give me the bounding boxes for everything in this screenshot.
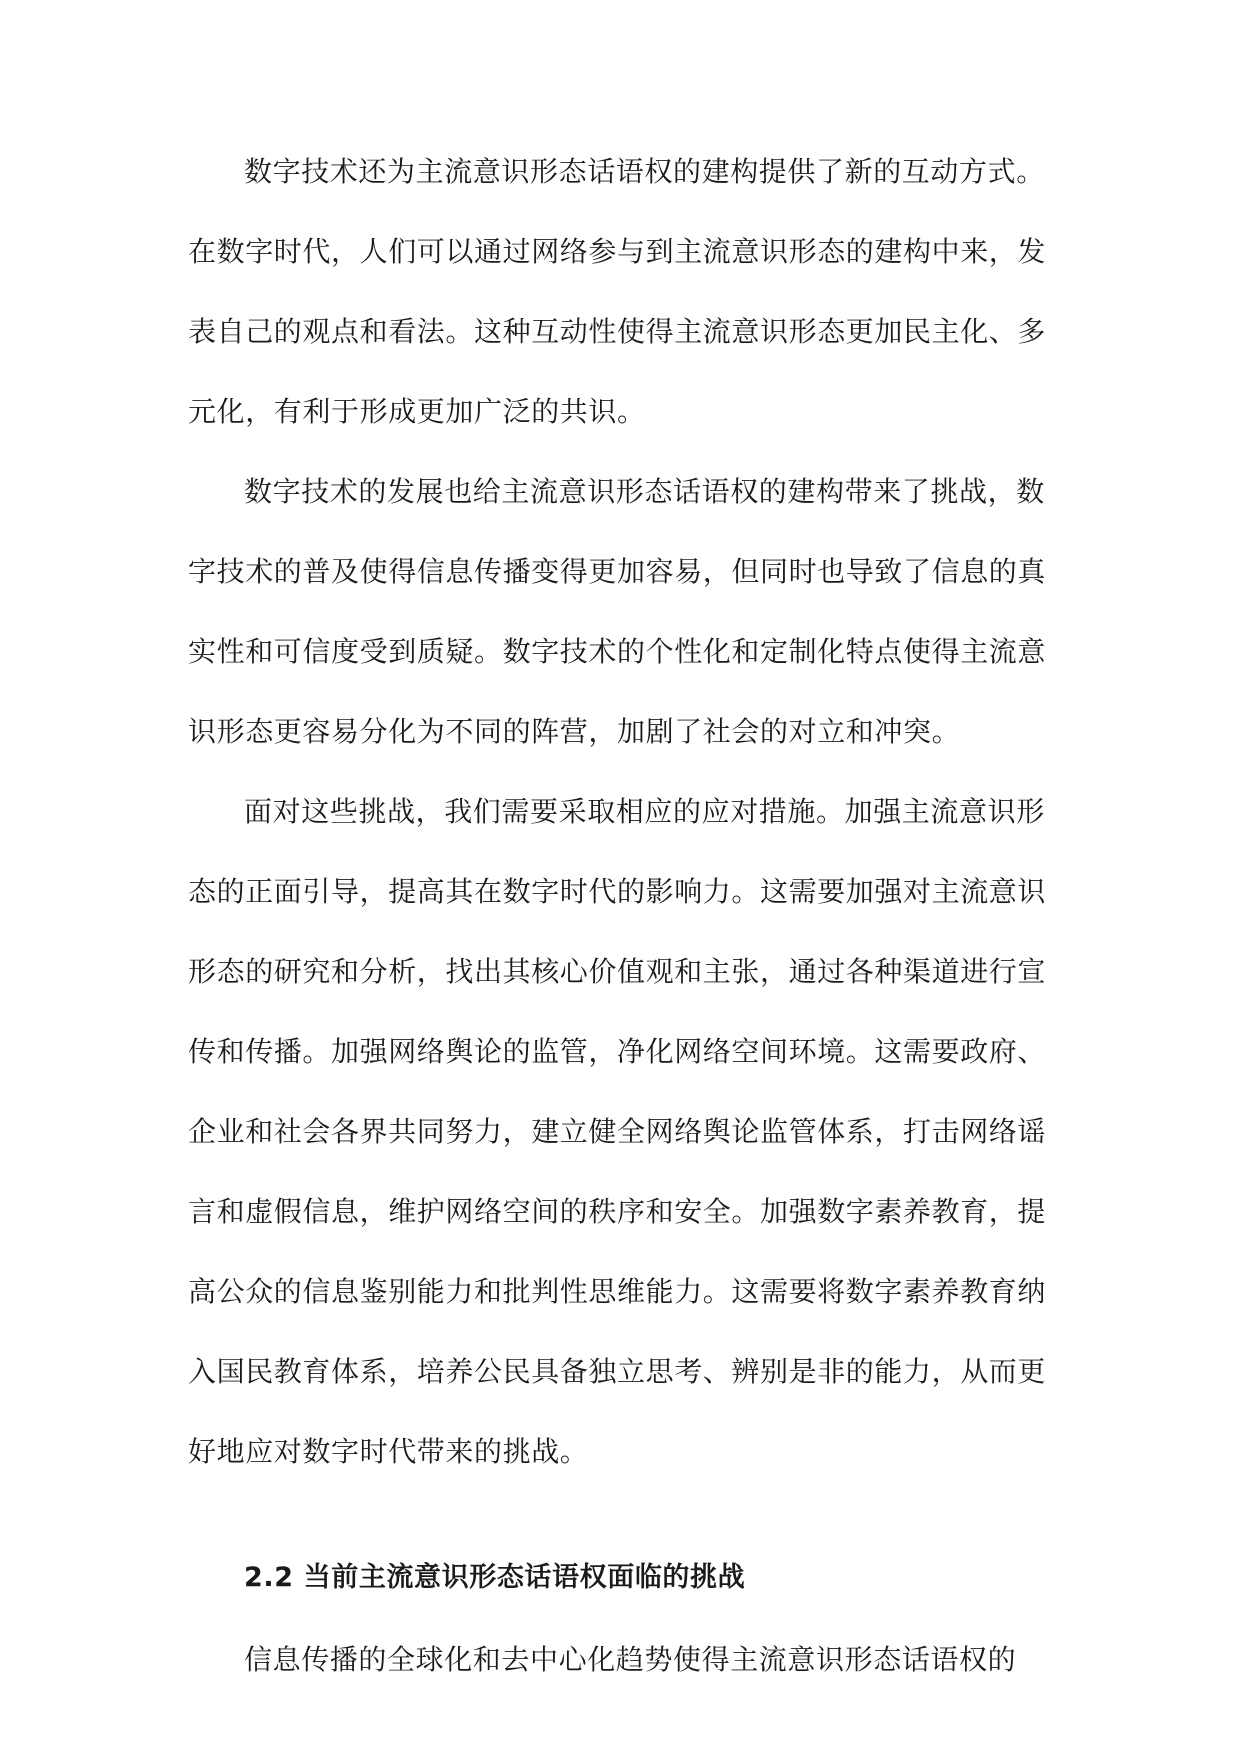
paragraph-line: 形态的研究和分析，找出其核心价值观和主张，通过各种渠道进行宣: [188, 955, 1047, 988]
paragraph-line: 言和虚假信息，维护网络空间的秩序和安全。加强数字素养教育，提: [188, 1195, 1047, 1228]
paragraph-line: 表自己的观点和看法。这种互动性使得主流意识形态更加民主化、多: [188, 315, 1047, 348]
paragraph-line: 实性和可信度受到质疑。数字技术的个性化和定制化特点使得主流意: [188, 635, 1047, 668]
paragraph-line: 字技术的普及使得信息传播变得更加容易，但同时也导致了信息的真: [188, 555, 1047, 588]
paragraph-line: 好地应对数字时代带来的挑战。: [188, 1435, 589, 1468]
paragraph-line: 数字技术还为主流意识形态话语权的建构提供了新的互动方式。: [244, 155, 1045, 188]
paragraph-line: 传和传播。加强网络舆论的监管，净化网络空间环境。这需要政府、: [188, 1035, 1047, 1068]
paragraph-line: 元化，有利于形成更加广泛的共识。: [188, 395, 646, 428]
paragraph-line: 数字技术的发展也给主流意识形态话语权的建构带来了挑战，数: [244, 475, 1045, 508]
paragraph-line: 态的正面引导，提高其在数字时代的影响力。这需要加强对主流意识: [188, 875, 1047, 908]
paragraph-line: 高公众的信息鉴别能力和批判性思维能力。这需要将数字素养教育纳: [188, 1275, 1047, 1308]
section-heading: 2.2 当前主流意识形态话语权面临的挑战: [244, 1562, 746, 1593]
paragraph-line: 在数字时代，人们可以通过网络参与到主流意识形态的建构中来，发: [188, 235, 1047, 268]
paragraph-line: 面对这些挑战，我们需要采取相应的应对措施。加强主流意识形: [244, 795, 1045, 828]
paragraph-line: 企业和社会各界共同努力，建立健全网络舆论监管体系，打击网络谣: [188, 1115, 1047, 1148]
paragraph-line: 信息传播的全球化和去中心化趋势使得主流意识形态话语权的: [244, 1643, 1017, 1676]
paragraph-line: 识形态更容易分化为不同的阵营，加剧了社会的对立和冲突。: [188, 715, 961, 748]
paragraph-line: 入国民教育体系，培养公民具备独立思考、辨别是非的能力，从而更: [188, 1355, 1047, 1388]
